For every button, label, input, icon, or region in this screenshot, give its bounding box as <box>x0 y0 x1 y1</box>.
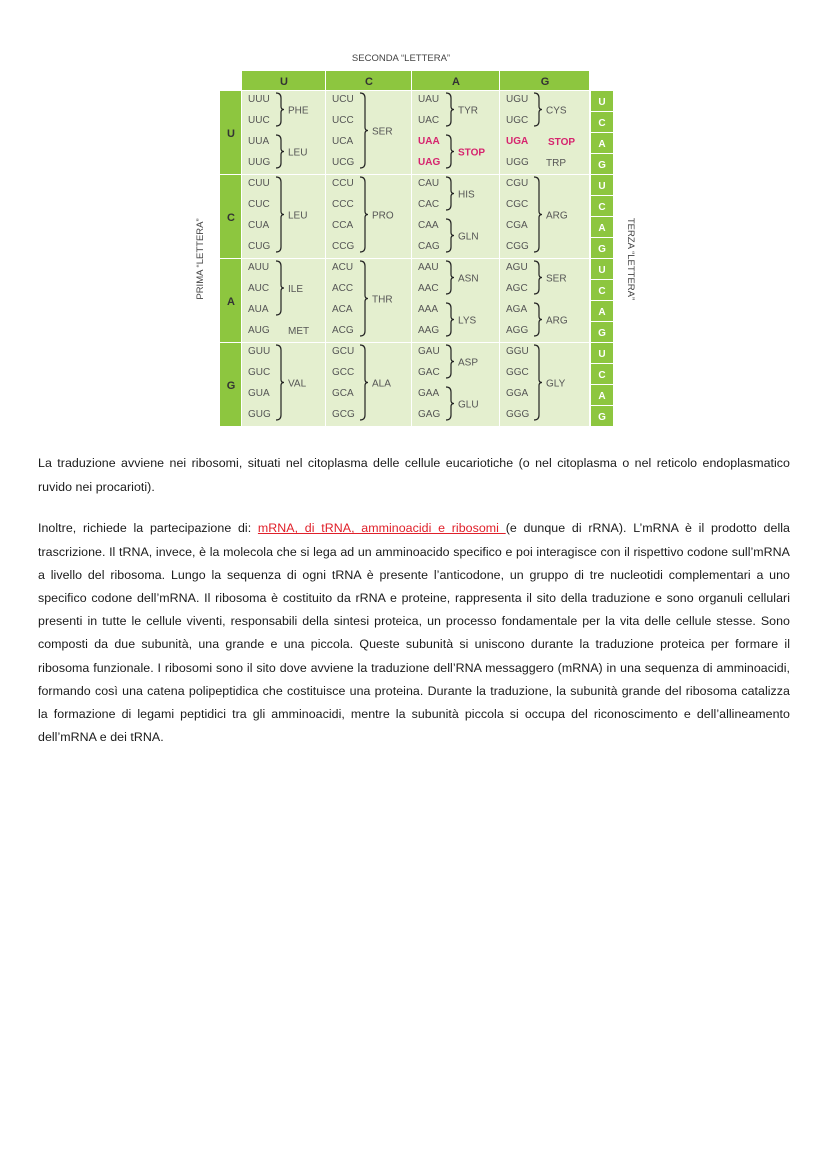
codon: AGU <box>506 262 528 273</box>
amino-acid-label: THR <box>372 294 393 306</box>
codon: UGG <box>506 157 529 168</box>
header-base-label: G <box>540 76 550 88</box>
first-letter-label: C <box>227 212 235 224</box>
third-letter-label: G <box>598 412 606 423</box>
amino-acid-label: TYR <box>458 105 478 117</box>
amino-acid-label: LEU <box>288 147 308 159</box>
codon: GGA <box>506 388 529 399</box>
amino-acid-label: MET <box>288 326 310 337</box>
codon: GAC <box>418 367 440 378</box>
codon: CCA <box>332 220 354 231</box>
third-letter-label: C <box>598 118 606 129</box>
codon: CCG <box>332 241 355 252</box>
paragraph-body: (e dunque di rRNA). L’mRNA è il prodotto della trascrizione. Il tRNA, invece, è la molecola che si lega ad un amminoacido specifico e poi interagisce con il rispettivo codone sull’mRNA a livello del ribosoma. Lungo la sequenza di ogni tRNA è presente l’anticodone, un gruppo di tre nucleotidi complementari a uno specifico codone dell’mRNA. Il ribosoma è costituito da rRNA e proteine, rappresenta il sito della traduzione e sono organuli cellulari presenti in tutte le cellule viventi, responsabili della sintesi proteica, un processo fondamentale per la vita delle cellule stesse. Sono composti da due subunità, una grande e una piccola. Queste subunità si uniscono durante la traduzione proteica per formare il ribosoma funzionale. I ribosomi sono il sito dove avviene la traduzione dell’RNA messaggero (mRNA) in una sequenza di amminoacidi, formando così una catena polipeptidica che costituisce una proteina. Durante la traduzione, la subunità grande del ribosoma catalizza la formazione di legami peptidici tra gli amminoacidi, mentre la subunità piccola si occupa del riconoscimento e dell’allineamento dell’mRNA e dei tRNA. <box>38 521 790 745</box>
third-letter-label: A <box>598 223 606 234</box>
amino-acid-label: ASP <box>458 357 479 369</box>
first-letter-label: A <box>227 296 235 308</box>
third-letter-label: U <box>598 265 606 276</box>
codon: GGG <box>506 409 530 420</box>
codon: AUU <box>248 262 270 273</box>
paragraph-translation-components <box>38 517 790 749</box>
codon: UCG <box>332 157 355 168</box>
codon: GCA <box>332 388 354 399</box>
codon: UUU <box>248 94 270 105</box>
codon: GGC <box>506 367 529 378</box>
codon: AGG <box>506 325 529 336</box>
highlighted-components-link: mRNA, di tRNA, amminoacidi e ribosomi <box>257 521 506 536</box>
third-letter-label: G <box>598 244 606 255</box>
codon: UGC <box>506 115 529 126</box>
third-letter-label: A <box>598 307 606 318</box>
amino-acid-label: HIS <box>458 189 475 201</box>
third-letter-label: U <box>598 181 606 192</box>
codon: AAA <box>418 304 439 315</box>
third-letter-label: U <box>598 349 606 360</box>
amino-acid-label: VAL <box>288 378 307 390</box>
amino-acid-label: SER <box>546 273 567 285</box>
amino-acid-label: TRP <box>546 158 566 169</box>
codon: GCG <box>332 409 355 420</box>
codon: AAC <box>418 283 439 294</box>
third-letter-label: A <box>598 391 606 402</box>
third-letter-label: A <box>598 139 606 150</box>
codon: CAC <box>418 199 440 210</box>
third-letter-label: C <box>598 370 606 381</box>
codon: ACU <box>332 262 354 273</box>
codon: UUA <box>248 136 270 147</box>
header-base-label: C <box>365 76 373 88</box>
paragraph-translation-location: La traduzione avviene nei ribosomi, situati nel citoplasma delle cellule eucariotiche (o nel citoplasma o nel reticolo endoplasmatico ruvido nei procarioti). <box>38 456 790 494</box>
amino-acid-label: ARG <box>546 210 568 222</box>
header-base-label: U <box>280 76 288 88</box>
genetic-code-table-figure <box>190 46 650 430</box>
stop-codon: UGA <box>506 136 529 147</box>
first-letter-label: U <box>227 128 235 140</box>
codon: GUA <box>248 388 270 399</box>
amino-acid-label: LYS <box>458 315 477 327</box>
header-base-label: A <box>452 76 460 88</box>
stop-label: STOP <box>548 137 576 148</box>
genetic-code-table <box>190 46 650 430</box>
codon: CAG <box>418 241 440 252</box>
codon: AUA <box>248 304 269 315</box>
codon: CGG <box>506 241 529 252</box>
amino-acid-label: LEU <box>288 210 308 222</box>
third-letter-label: G <box>598 328 606 339</box>
amino-acid-label: SER <box>372 126 393 138</box>
amino-acid-label: GLY <box>546 378 566 390</box>
codon: ACC <box>332 283 354 294</box>
codon: CCU <box>332 178 354 189</box>
first-letter-label: G <box>226 380 236 392</box>
codon: UCA <box>332 136 354 147</box>
stop-codon: UAA <box>418 136 440 147</box>
amino-acid-label: ALA <box>372 378 391 390</box>
amino-acid-label: ARG <box>546 315 568 327</box>
title-second-letter: SECONDA “LETTERA” <box>351 53 451 64</box>
codon: CUU <box>248 178 270 189</box>
codon: CCC <box>332 199 354 210</box>
codon: AAU <box>418 262 439 273</box>
codon: GUU <box>248 346 271 357</box>
amino-acid-label: GLN <box>458 231 479 243</box>
amino-acid-label: PRO <box>372 210 394 222</box>
paragraph-intro: Inoltre, richiede la partecipazione di: <box>38 521 258 536</box>
codon: UUC <box>248 115 270 126</box>
codon: CAA <box>418 220 439 231</box>
codon: GCU <box>332 346 355 357</box>
codon: UCU <box>332 94 354 105</box>
amino-acid-label: PHE <box>288 105 309 117</box>
codon: ACA <box>332 304 353 315</box>
codon: GCC <box>332 367 355 378</box>
third-letter-label: C <box>598 202 606 213</box>
codon: CUA <box>248 220 270 231</box>
codon: GAG <box>418 409 441 420</box>
codon: AUC <box>248 283 270 294</box>
title-first-letter: PRIMA “LETTERA” <box>195 218 206 300</box>
third-letter-label: C <box>598 286 606 297</box>
codon: AUG <box>248 325 270 336</box>
codon: UGU <box>506 94 529 105</box>
codon: UAU <box>418 94 440 105</box>
codon: GAU <box>418 346 440 357</box>
codon: CGU <box>506 178 529 189</box>
codon: GUC <box>248 367 271 378</box>
amino-acid-label: ILE <box>288 284 304 295</box>
codon: AGC <box>506 283 528 294</box>
codon: ACG <box>332 325 354 336</box>
codon: UCC <box>332 115 354 126</box>
codon: AGA <box>506 304 528 315</box>
third-letter-label: U <box>598 97 606 108</box>
title-third-letter: TERZA “LETTERA” <box>625 217 636 301</box>
codon: UAC <box>418 115 440 126</box>
amino-acid-label: CYS <box>546 105 567 117</box>
codon: CUG <box>248 241 271 252</box>
codon: CGA <box>506 220 528 231</box>
codon: GAA <box>418 388 440 399</box>
stop-label: STOP <box>458 147 486 159</box>
codon: UUG <box>248 157 271 168</box>
codon: CUC <box>248 199 270 210</box>
codon: AAG <box>418 325 440 336</box>
amino-acid-label: ASN <box>458 273 479 285</box>
third-letter-label: G <box>598 160 606 171</box>
codon: CGC <box>506 199 529 210</box>
amino-acid-label: GLU <box>458 399 479 411</box>
stop-codon: UAG <box>418 157 441 168</box>
codon: GGU <box>506 346 529 357</box>
codon: GUG <box>248 409 271 420</box>
codon: CAU <box>418 178 440 189</box>
